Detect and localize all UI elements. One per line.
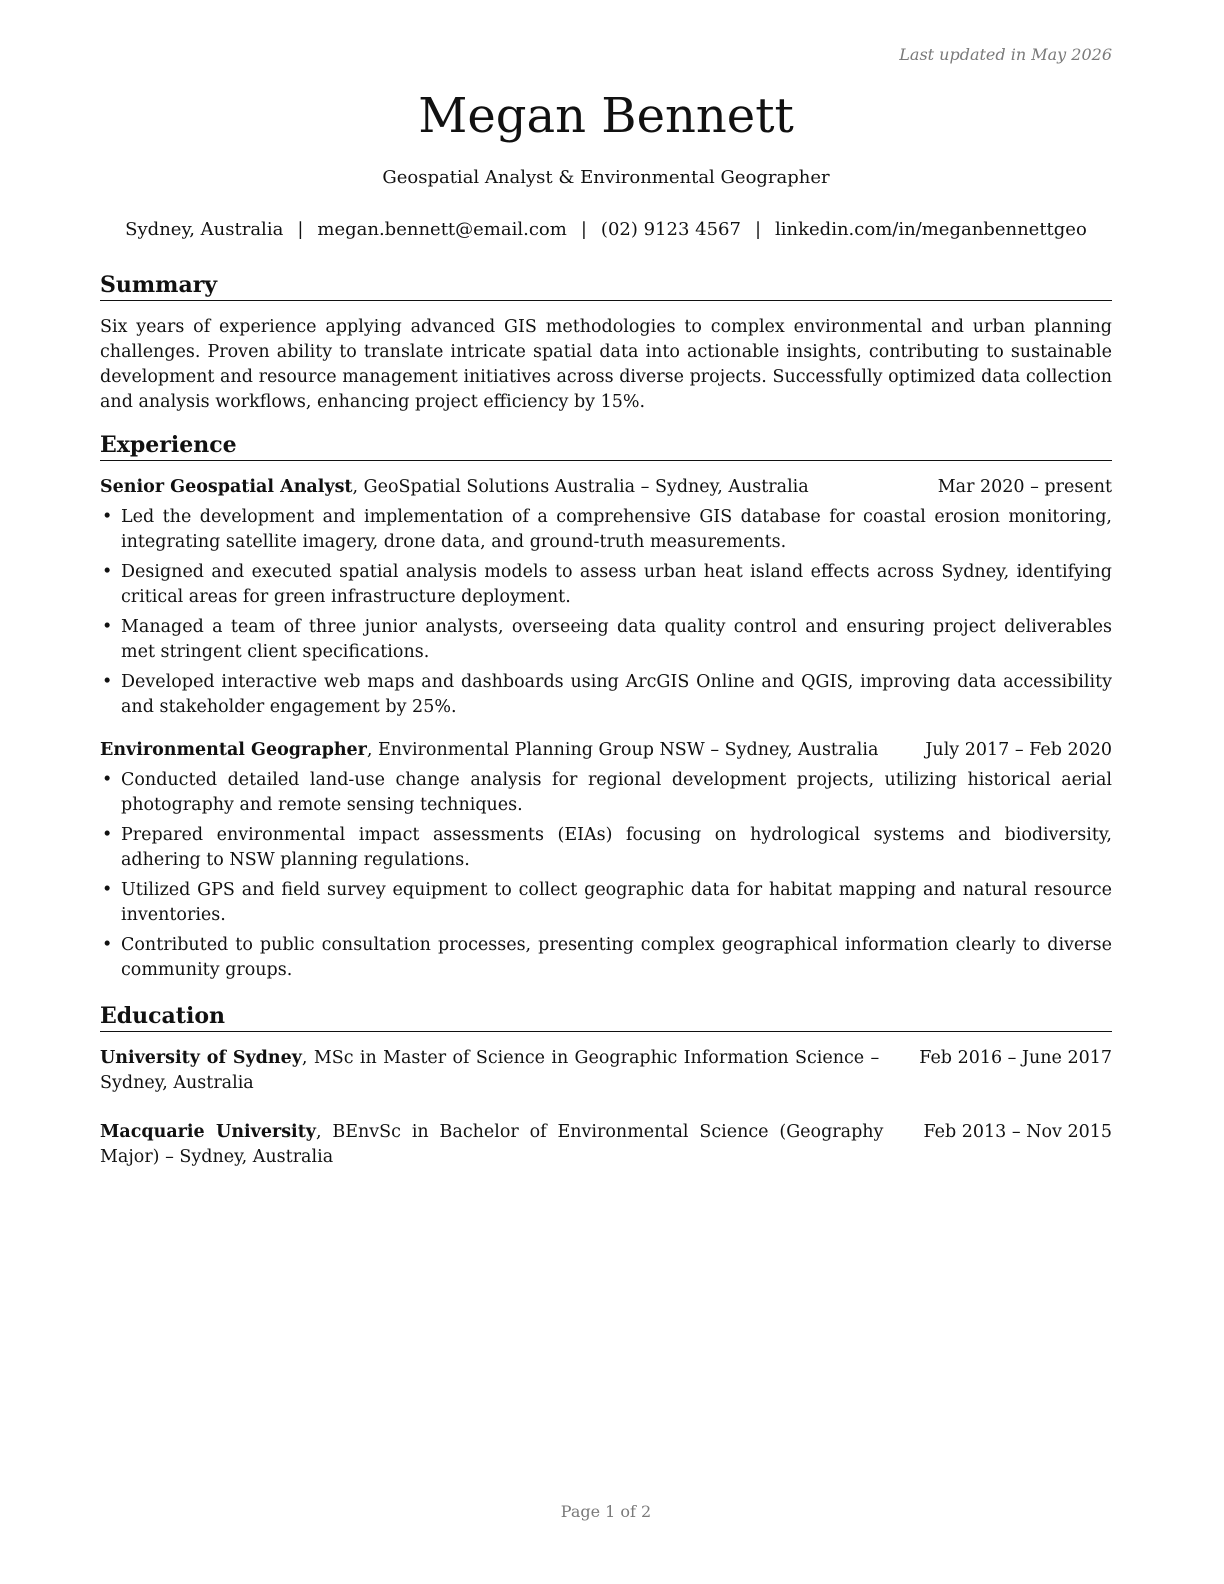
section-title-education: Education (100, 1002, 1112, 1032)
list-item (100, 505, 1112, 555)
page-number: Page 1 of 2 (560, 1502, 652, 1521)
education-dates: Feb 2016 – June 2017 (919, 1048, 1112, 1068)
job-details: , GeoSpatial Solutions Australia – Sydney, Australia (352, 477, 809, 497)
contact-linkedin[interactable]: linkedin.com/in/meganbennettgeo (775, 219, 1087, 240)
job-dates: July 2017 – Feb 2020 (925, 740, 1112, 760)
job-title-line (100, 738, 925, 763)
bullet-icon: • (102, 562, 113, 582)
education-header (100, 1046, 1112, 1096)
job-entry (100, 738, 1112, 983)
list-item (100, 878, 1112, 928)
job-header (100, 475, 1112, 500)
bullet-icon: • (102, 935, 113, 955)
bullet-icon: • (102, 880, 113, 900)
list-item (100, 670, 1112, 720)
bullet-text: Conducted detailed land-use change analysis for regional development projects, utilizing historical aerial photography and remote sensing techniques. (121, 770, 1112, 815)
contact-separator: | (754, 219, 762, 240)
resume-page (100, 0, 1112, 1584)
bullet-text: Utilized GPS and field survey equipment to collect geographic data for habitat mapping and natural resource inventories. (121, 880, 1112, 925)
education-entry (100, 1120, 1112, 1170)
last-updated: Last updated in May 2026 (899, 45, 1112, 64)
list-item (100, 933, 1112, 983)
job-role: Environmental Geographer (100, 740, 367, 760)
experience-section (100, 431, 1112, 988)
list-item (100, 768, 1112, 818)
section-title-summary: Summary (100, 271, 1112, 301)
bullet-text: Contributed to public consultation processes, presenting complex geographical information clearly to diverse community groups. (121, 935, 1112, 980)
job-details: , Environmental Planning Group NSW – Sydney, Australia (366, 740, 879, 760)
candidate-name: Megan Bennett (418, 88, 794, 144)
job-bullets (100, 505, 1112, 720)
job-bullets (100, 768, 1112, 983)
education-school: Macquarie University (100, 1122, 316, 1142)
bullet-text: Led the development and implementation of a comprehensive GIS database for coastal erosion monitoring, integrating satellite imagery, drone data, and ground-truth measurements. (121, 507, 1112, 552)
job-entry (100, 475, 1112, 720)
bullet-text: Prepared environmental impact assessments (EIAs) focusing on hydrological systems and biodiversity, adhering to NSW planning regulations. (121, 825, 1112, 870)
contact-separator: | (580, 219, 587, 240)
summary-section (100, 271, 1112, 415)
job-header (100, 738, 1112, 763)
bullet-icon: • (102, 825, 113, 845)
education-section (100, 1002, 1112, 1170)
bullet-text: Managed a team of three junior analysts, overseeing data quality control and ensuring project deliverables met stringent client specifications. (121, 617, 1112, 662)
job-role: Senior Geospatial Analyst (100, 477, 353, 497)
education-title-line (100, 1046, 919, 1096)
bullet-text: Developed interactive web maps and dashboards using ArcGIS Online and QGIS, improving data accessibility and stakeholder engagement by 25%. (121, 672, 1112, 717)
bullet-icon: • (102, 617, 113, 637)
contact-location: Sydney, Australia (125, 219, 284, 240)
job-dates: Mar 2020 – present (937, 477, 1112, 497)
contact-separator: | (297, 219, 304, 240)
bullet-text: Designed and executed spatial analysis models to assess urban heat island effects across Sydney, identifying critical areas for green infrastructure deployment. (121, 562, 1112, 607)
summary-text: Six years of experience applying advanced GIS methodologies to complex environmental and urban planning challenges. Proven ability to translate intricate spatial data into actionable insights, contributing to sustainable development and resource management initiatives across diverse projects. Successfully optimized data collection and analysis workflows, enhancing project efficiency by 15%. (100, 317, 1112, 412)
bullet-icon: • (102, 770, 113, 790)
section-title-experience: Experience (100, 431, 1112, 461)
list-item (100, 615, 1112, 665)
education-header (100, 1120, 1112, 1170)
education-title-line (100, 1120, 923, 1170)
contact-phone: (02) 9123 4567 (600, 219, 741, 240)
bullet-icon: • (102, 507, 113, 527)
education-dates: Feb 2013 – Nov 2015 (923, 1122, 1112, 1142)
education-details: , MSc in Master of Science in Geographic Information Science – Sydney, Australia (100, 1048, 880, 1093)
education-entry (100, 1046, 1112, 1096)
headline: Geospatial Analyst & Environmental Geographer (382, 167, 830, 188)
contact-line (100, 219, 1112, 240)
job-title-line (100, 475, 938, 500)
education-school: University of Sydney (100, 1048, 302, 1068)
list-item (100, 823, 1112, 873)
education-details: , BEnvSc in Bachelor of Environmental Science (Geography Major) – Sydney, Australia (100, 1122, 884, 1167)
contact-email[interactable]: megan.bennett@email.com (317, 219, 567, 240)
list-item (100, 560, 1112, 610)
bullet-icon: • (102, 672, 113, 692)
